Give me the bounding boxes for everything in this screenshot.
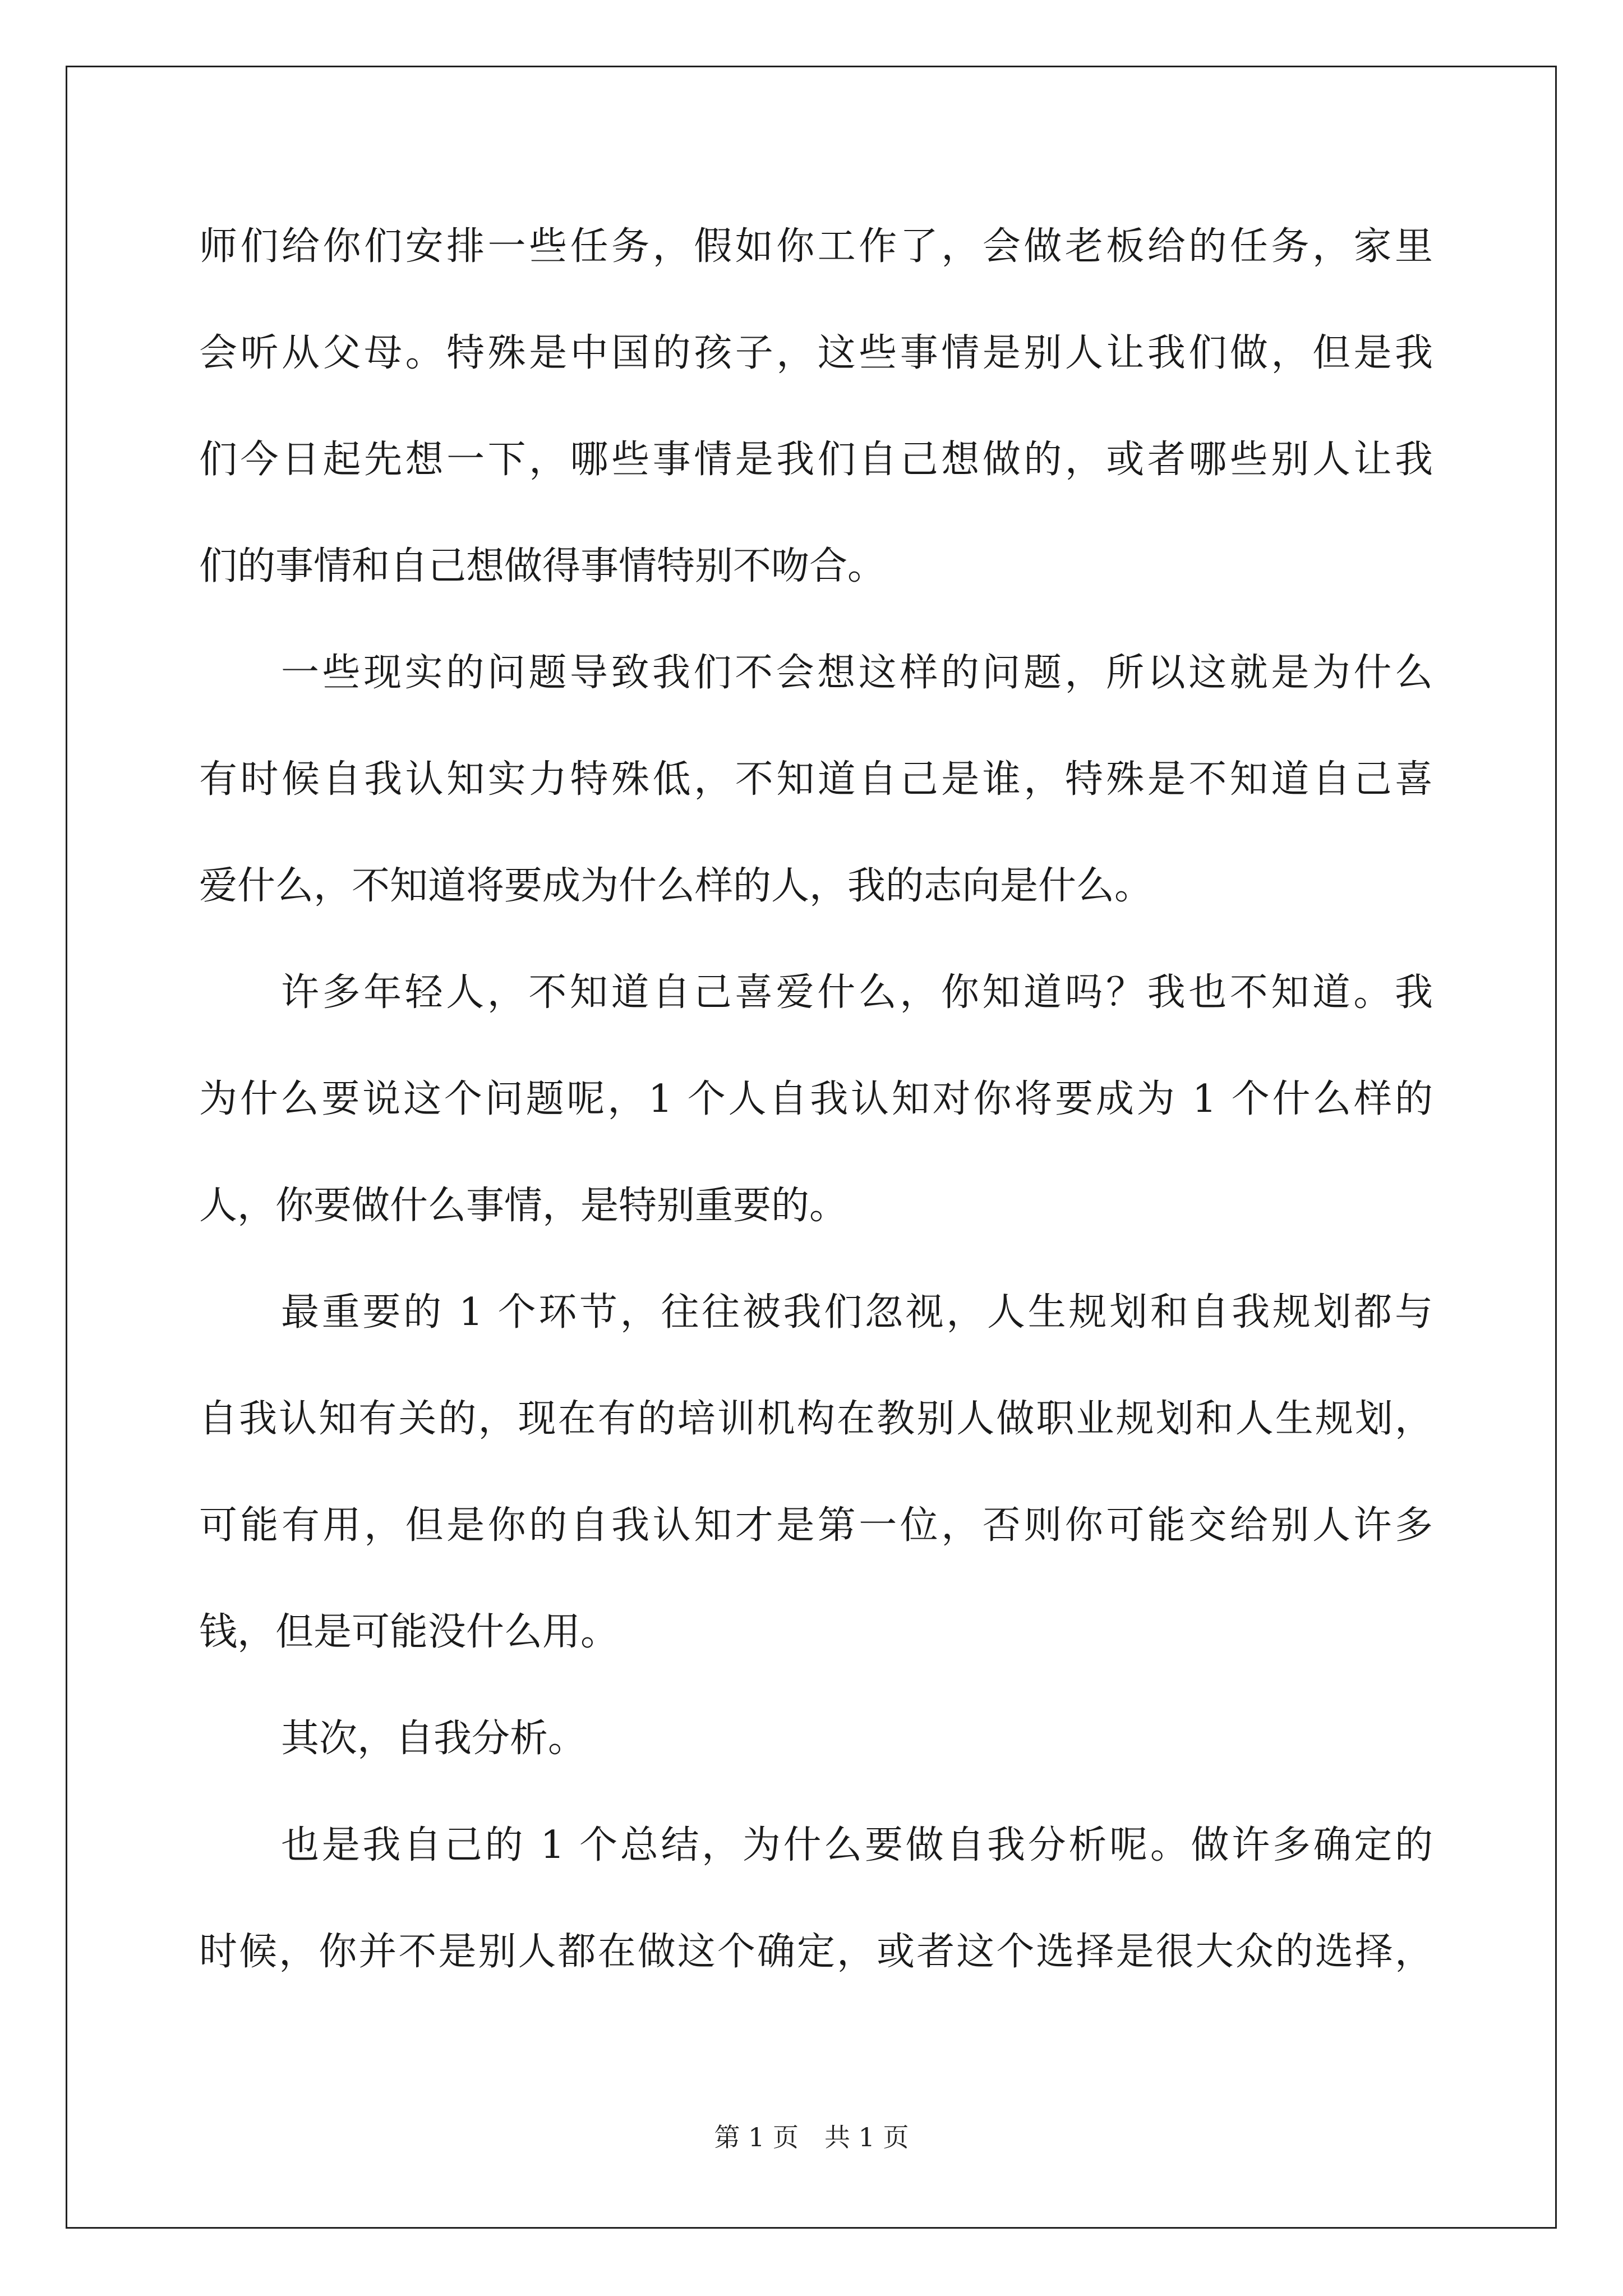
text-line: 最重要的 1 个环节，往往被我们忽视，人生规划和自我规划都与: [281, 1290, 1433, 1335]
text-line: 一些现实的问题导致我们不会想这样的问题，所以这就是为什么: [281, 651, 1433, 695]
page-footer: 第 1 页 共 1 页: [714, 2122, 909, 2152]
text-line: 自我认知有关的，现在有的培训机构在教别人做职业规划和人生规划，: [199, 1397, 1433, 1441]
text-line: 许多年轻人，不知道自己喜爱什么，你知道吗？我也不知道。我: [281, 970, 1433, 1015]
text-line: 师们给你们安排一些任务，假如你工作了，会做老板给的任务，家里: [199, 224, 1433, 269]
text-line: 有时候自我认知实力特殊低，不知道自己是谁，特殊是不知道自己喜: [199, 757, 1433, 802]
text-line: 为什么要说这个问题呢，1 个人自我认知对你将要成为 1 个什么样的: [199, 1077, 1433, 1121]
text-line: 们今日起先想一下，哪些事情是我们自己想做的，或者哪些别人让我: [199, 438, 1433, 482]
document-body: [199, 210, 1433, 2022]
text-line: 会听从父母。特殊是中国的孩子，这些事情是别人让我们做，但是我: [199, 331, 1433, 375]
text-line: 钱，但是可能没什么用。: [199, 1610, 619, 1654]
text-line: 也是我自己的 1 个总结，为什么要做自我分析呢。做许多确定的: [281, 1823, 1433, 1867]
text-line: 人，你要做什么事情，是特别重要的。: [199, 1184, 848, 1228]
text-line: 可能有用，但是你的自我认知才是第一位，否则你可能交给别人许多: [199, 1503, 1433, 1548]
text-line: 们的事情和自己想做得事情特别不吻合。: [199, 544, 886, 588]
text-line: 爱什么，不知道将要成为什么样的人，我的志向是什么。: [199, 864, 1153, 908]
text-line: 其次，自我分析。: [281, 1717, 587, 1761]
text-line: 时候，你并不是别人都在做这个确定，或者这个选择是很大众的选择，: [199, 1930, 1433, 1974]
